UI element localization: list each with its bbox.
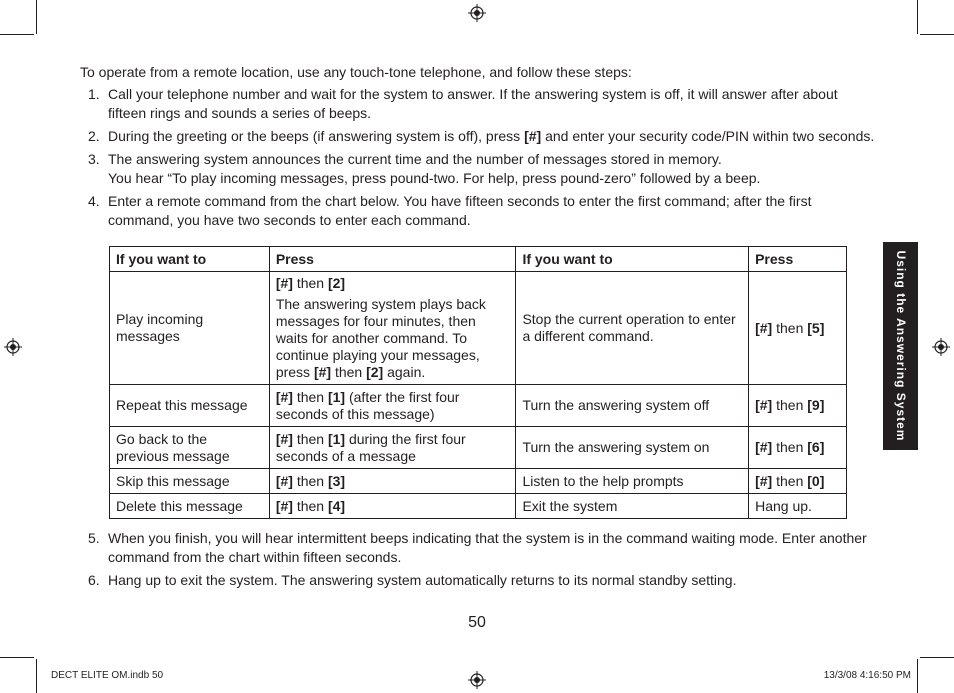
table-cell: Skip this message bbox=[110, 469, 270, 494]
crop-mark bbox=[0, 657, 34, 658]
crop-mark bbox=[917, 659, 918, 693]
list-item bbox=[80, 150, 875, 188]
key-label: [6] bbox=[807, 439, 825, 455]
table-row bbox=[110, 427, 847, 469]
key-label: [1] bbox=[327, 388, 346, 405]
section-side-tab bbox=[883, 242, 918, 450]
list-item bbox=[80, 85, 875, 123]
key-label: [5] bbox=[807, 319, 825, 336]
key-label: [2] bbox=[366, 364, 384, 380]
key-label: [#] bbox=[755, 472, 773, 489]
key-label: [2] bbox=[327, 275, 346, 291]
crop-mark bbox=[920, 34, 954, 35]
table-row bbox=[110, 494, 847, 519]
then-text: then bbox=[776, 472, 804, 489]
table-cell: Go back to the previous message bbox=[110, 427, 270, 469]
step-text: During the greeting or the beeps (if answering system is off), press bbox=[108, 128, 525, 144]
then-text: then bbox=[296, 430, 325, 447]
cell-note: during the first four seconds of a message bbox=[275, 430, 466, 464]
table-cell: Listen to the help prompts bbox=[516, 469, 749, 494]
table-cell bbox=[269, 385, 516, 427]
column-header: Press bbox=[749, 247, 847, 272]
list-item bbox=[80, 571, 875, 590]
table-row bbox=[110, 469, 847, 494]
table-cell bbox=[269, 469, 516, 494]
table-row bbox=[110, 385, 847, 427]
then-text: then bbox=[296, 472, 325, 489]
table-cell bbox=[749, 469, 847, 494]
key-label: [3] bbox=[327, 472, 346, 489]
table-row bbox=[110, 272, 847, 385]
then-text: then bbox=[296, 275, 325, 291]
table-cell: Delete this message bbox=[110, 494, 270, 519]
table-cell bbox=[749, 385, 847, 427]
key-label: [4] bbox=[327, 497, 346, 514]
key-label: [#] bbox=[275, 430, 293, 447]
crop-mark bbox=[0, 34, 34, 35]
step-text: Call your telephone number and wait for the system to answer. If the answering system is off, it will answer after about fifteen rings and sounds a series of beeps. bbox=[108, 86, 838, 121]
table-cell: Turn the answering system on bbox=[516, 427, 749, 469]
step-number: 6. bbox=[88, 572, 100, 588]
column-header: Press bbox=[269, 247, 516, 272]
page-number: 50 bbox=[468, 614, 486, 631]
table-cell: Stop the current operation to enter a different command. bbox=[516, 272, 749, 385]
registration-mark-icon bbox=[932, 338, 950, 356]
step-number: 3. bbox=[88, 151, 100, 167]
table-cell: Repeat this message bbox=[110, 385, 270, 427]
list-item bbox=[80, 192, 875, 230]
step-number: 1. bbox=[88, 86, 100, 102]
then-text: then bbox=[776, 319, 804, 336]
key-label: [#] bbox=[755, 439, 773, 455]
crop-mark bbox=[36, 659, 37, 693]
registration-mark-icon bbox=[468, 671, 486, 689]
step-text: You hear “To play incoming messages, press pound-two. For help, press pound-zero” followed by a beep. bbox=[108, 170, 761, 186]
step-text: When you finish, you will hear intermittent beeps indicating that the system is in the command waiting mode. Enter another command from the chart within fifteen seconds. bbox=[108, 530, 867, 565]
registration-mark-icon bbox=[4, 338, 22, 356]
intro-text: To operate from a remote location, use any touch-tone telephone, and follow these steps: bbox=[80, 64, 632, 80]
step-text: Enter a remote command from the chart below. You have fifteen seconds to enter the first command; after the first command, you have two seconds to enter each command. bbox=[108, 193, 812, 228]
steps-list-top bbox=[80, 85, 875, 234]
key-label: [#] bbox=[755, 319, 773, 336]
step-number: 2. bbox=[88, 128, 100, 144]
table-cell bbox=[269, 427, 516, 469]
table-cell: Exit the system bbox=[516, 494, 749, 519]
then-text: then bbox=[296, 388, 325, 405]
steps-list-bottom bbox=[80, 529, 875, 594]
table-cell: Play incoming messages bbox=[110, 272, 270, 385]
side-tab-label: Using the Answering System bbox=[893, 250, 908, 442]
key-label: [#] bbox=[755, 397, 773, 413]
key-label: [#] bbox=[275, 472, 293, 489]
then-text: then bbox=[776, 439, 804, 455]
table-header-row bbox=[110, 247, 847, 272]
crop-mark bbox=[920, 657, 954, 658]
key-label: [#] bbox=[313, 364, 332, 380]
column-header: If you want to bbox=[516, 247, 749, 272]
key-label: [#] bbox=[275, 275, 293, 291]
then-text: then bbox=[296, 497, 325, 514]
crop-mark bbox=[36, 0, 37, 34]
registration-mark-icon bbox=[468, 4, 486, 22]
list-item bbox=[80, 529, 875, 567]
table-cell bbox=[749, 272, 847, 385]
cell-note: (after the first four seconds of this message) bbox=[275, 388, 460, 422]
cell-note: again. bbox=[387, 364, 426, 380]
then-text: then bbox=[334, 364, 363, 380]
key-label: [1] bbox=[327, 430, 346, 447]
key-label: [0] bbox=[807, 472, 825, 489]
step-text: The answering system announces the current time and the number of messages stored in memory. bbox=[108, 151, 722, 167]
table-cell: Hang up. bbox=[749, 494, 847, 519]
key-label: [9] bbox=[807, 397, 825, 413]
remote-command-table bbox=[109, 246, 847, 519]
step-number: 5. bbox=[88, 530, 100, 546]
step-text: and enter your security code/PIN within two seconds. bbox=[541, 128, 875, 144]
table-cell bbox=[269, 494, 516, 519]
cell-note: The answering system plays back messages for four minutes, then waits for another command. To continue playing your messages, press bbox=[275, 296, 486, 380]
key-label: [#] bbox=[275, 388, 293, 405]
footer-timestamp: 13/3/08 4:16:50 PM bbox=[823, 670, 911, 681]
then-text: then bbox=[776, 397, 804, 413]
crop-mark bbox=[917, 0, 918, 34]
footer-file-info: DECT ELITE OM.indb 50 bbox=[51, 670, 164, 681]
list-item bbox=[80, 127, 875, 146]
key-label: [#] bbox=[524, 128, 542, 144]
table-cell: Turn the answering system off bbox=[516, 385, 749, 427]
column-header: If you want to bbox=[110, 247, 270, 272]
table-cell bbox=[749, 427, 847, 469]
key-label: [#] bbox=[275, 497, 293, 514]
table-cell bbox=[269, 272, 516, 385]
step-number: 4. bbox=[88, 193, 100, 209]
step-text: Hang up to exit the system. The answering system automatically returns to its normal standby setting. bbox=[108, 572, 737, 588]
